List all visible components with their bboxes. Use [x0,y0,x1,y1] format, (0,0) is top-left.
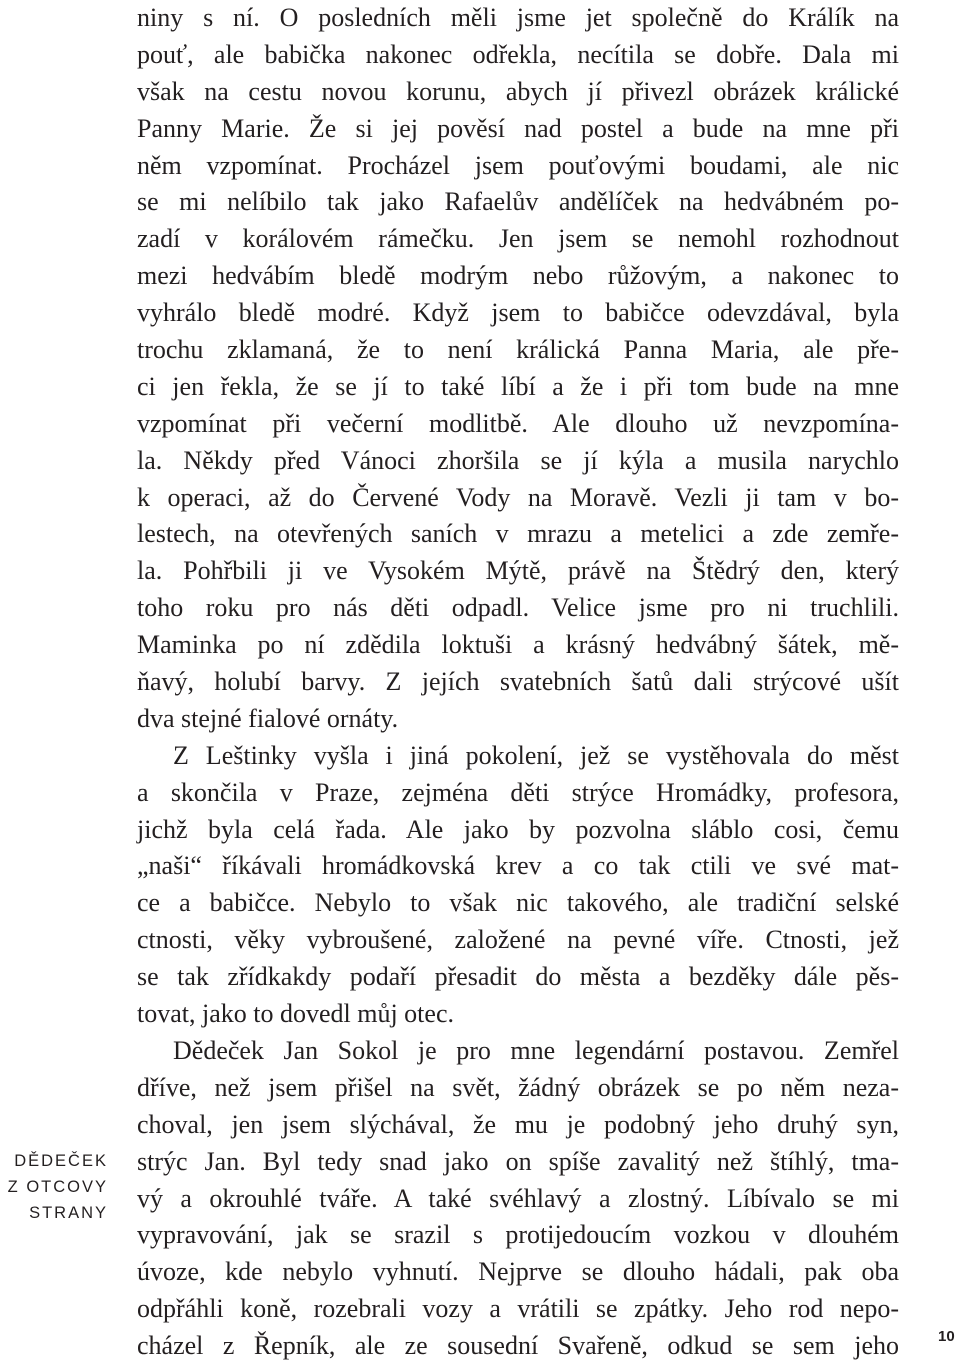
text-line: mezi hedvábím bledě modrým nebo růžovým, a nakonec to [137,261,899,291]
paragraph-start-line: Dědeček Jan Sokol je pro mne legendární postavou. Zemřel [173,1035,899,1065]
text-line: strýc Jan. Byl tedy snad jako on spíše zavalitý než štíhlý, tma- [137,1146,899,1176]
text-line: niny s ní. O posledních měli jsme jet společně do Králík na [137,3,899,32]
text-line: a skončila v Praze, zejména děti strýce Hromádky, profesora, [137,777,899,807]
paragraph-start-line: Z Leštinky vyšla i jiná pokolení, jež se vystěhovala do měst [173,740,899,770]
margin-heading-line: Z OTCOVY [7,1178,108,1196]
text-line: ňavý, holubí barvy. Z jejích svatebních šatů dali strýcové ušít [137,667,899,697]
text-line: vyhrálo bledě modré. Když jsem to babičce odevzdával, byla [137,298,899,328]
text-line: ce a babičce. Nebylo to však nic takového, ale tradiční selské [137,888,899,918]
text-line: dva stejné fialové ornáty. [137,703,399,733]
text-line: jichž byla celá řada. Ale jako by pozvolna sláblo cosi, čemu [137,814,899,844]
text-line: se tak zřídkakdy podaří přesadit do města a bezděky dále pěs- [137,962,899,992]
text-line: ctnosti, věky vybroušené, založené na pevné víře. Ctnosti, jež [137,925,899,955]
text-line: toho roku pro nás děti odpadl. Velice jsme pro ni truchlili. [137,593,899,623]
text-line: la. Pohřbili ji ve Vysokém Mýtě, právě na Štědrý den, který [137,556,899,586]
text-line: Maminka po ní zdědila loktuši a krásný hedvábný šátek, mě- [137,630,899,660]
text-line: pouť, ale babička nakonec odřekla, necítila se dobře. Dala mi [137,39,899,69]
text-line: la. Někdy před Vánoci zhoršila se jí kýla a musila narychlo [137,445,899,475]
text-line: k operaci, až do Červené Vody na Moravě. Vezli ji tam v bo- [137,482,899,512]
page-number: 10 [938,1328,955,1345]
text-line: se mi nelíbilo tak jako Rafaelův andělíček na hedvábném po- [137,187,899,217]
text-line: však na cestu novou korunu, abych jí přivezl obrázek králické [137,76,899,106]
text-line: choval, jen jsem slýchával, že mu je podobný jeho druhý syn, [137,1109,899,1139]
margin-heading-line: DĚDEČEK [14,1152,108,1170]
text-line: zadí v korálovém rámečku. Jen jsem se nemohl rozhodnout [137,224,899,254]
margin-section-heading [0,1148,108,1226]
text-line: vypravování, jak se srazil s protijedoucím vozkou v dlouhém [137,1220,899,1250]
text-line: odpřáhli koně, rozebrali vozy a vrátili se zpátky. Jeho rod nepo- [137,1294,899,1324]
text-line: Panny Marie. Že si jej pověsí nad postel a bude na mne při [137,113,899,143]
body-text [137,0,899,1365]
text-line: lestech, na otevřených saních v mrazu a metelici a zde zemře- [137,519,899,549]
text-line: vý a okrouhlé tváře. A také svéhlavý a zlostný. Líbívalo se mi [137,1183,899,1213]
text-line: něm vzpomínat. Procházel jsem pouťovými boudami, ale nic [137,150,899,180]
text-line: dříve, než jsem přišel na svět, žádný obrázek se po něm neza- [137,1072,899,1102]
text-line: trochu zklamaná, že to není králická Panna Maria, ale pře- [137,335,899,365]
text-line: „naši“ říkávali hromádkovská krev a co tak ctili ve své mat- [137,851,899,881]
text-line: vzpomínat při večerní modlitbě. Ale dlouho už nevzpomína- [137,408,899,438]
text-line: úvoze, kde nebylo vyhnutí. Nejprve se dlouho hádali, pak oba [137,1257,899,1287]
text-line: cházel z Řepník, ale ze sousední Svařeně, odkud se sem jeho [137,1331,899,1361]
text-line: tovat, jako to dovedl můj otec. [137,999,454,1029]
margin-heading-line: STRANY [29,1204,108,1222]
text-line: ci jen řekla, že se jí to také líbí a že i při tom bude na mne [137,371,899,401]
